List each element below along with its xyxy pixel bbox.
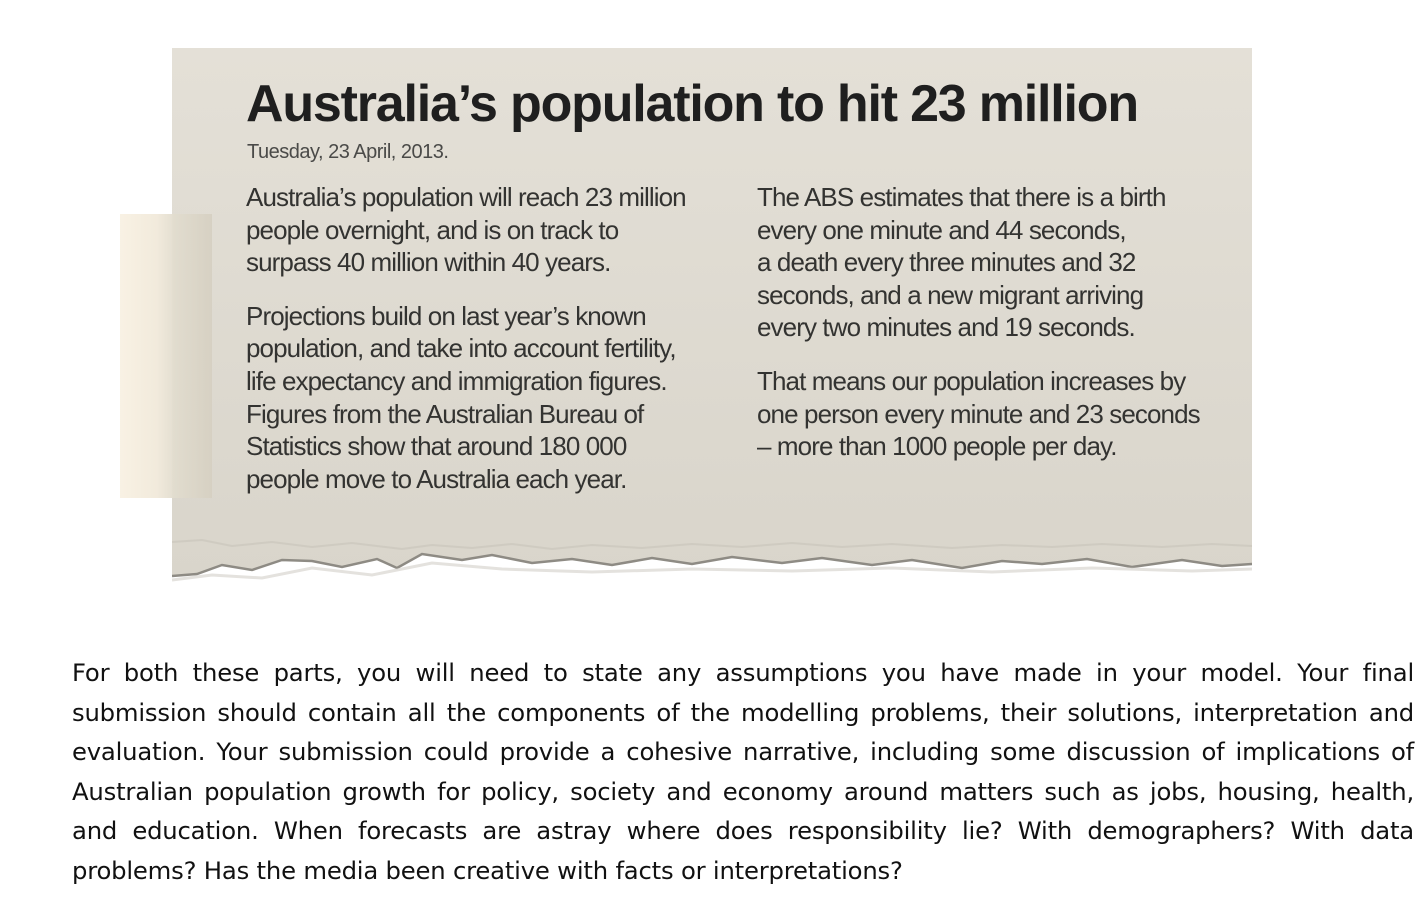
article-right-column bbox=[757, 181, 1247, 484]
newspaper-clipping bbox=[172, 48, 1252, 588]
tape-strip bbox=[120, 214, 212, 498]
article-paragraph: Australia’s population will reach 23 million people overnight, and is on track to surpass 40 million within 40 years. bbox=[246, 182, 686, 278]
article-left-column bbox=[246, 181, 736, 516]
task-instructions: For both these parts, you will need to state any assumptions you have made in your model. Your final submission should contain all the components of the modelling problems, their solutions, interpretation and evaluation. Your submission could provide a cohesive narrative, including some discussion of implications of Australian population growth for policy, society and economy around matters such as jobs, housing, health, and education. When forecasts are astray where does responsibility lie? With demographers? With data problems? Has the media been creative with facts or interpretations? bbox=[72, 658, 1414, 885]
article-headline: Australia’s population to hit 23 million bbox=[246, 75, 1138, 133]
article-paragraph: That means our population increases by one person every minute and 23 seconds – more than 1000 people per day. bbox=[757, 365, 1200, 462]
article-paragraph: Projections build on last year’s known population, and take into account fertility, life expectancy and immigration figures. Figures from the Australian Bureau of Statistics show that around 180 000 people move to Australia each year. bbox=[246, 300, 676, 494]
article-paragraph: The ABS estimates that there is a birth every one minute and 44 seconds, a death every three minutes and 32 seconds, and a new migrant arriving every two minutes and 19 seconds. bbox=[757, 182, 1166, 343]
article-date: Tuesday, 23 April, 2013. bbox=[247, 141, 449, 163]
